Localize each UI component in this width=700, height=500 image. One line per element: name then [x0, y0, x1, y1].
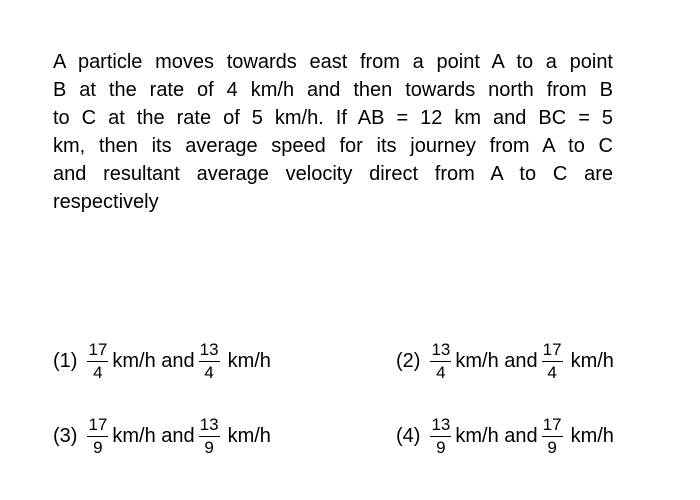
question-line: respectively [53, 191, 159, 213]
fraction-numerator: 17 [88, 414, 108, 434]
question-line: km, then its average speed for its journey from A to C [53, 135, 613, 157]
fraction-numerator: 17 [542, 339, 562, 359]
fraction-denominator: 4 [547, 362, 557, 382]
fraction-denominator: 9 [204, 437, 214, 457]
fraction [199, 340, 220, 383]
fraction-denominator: 9 [93, 437, 103, 457]
fraction [542, 415, 563, 458]
option-unit: km/h [570, 424, 614, 447]
option-3[interactable] [53, 408, 271, 464]
question-line: and resultant average velocity direct from A to C are [53, 163, 613, 185]
option-connector-text: km/h and [455, 349, 538, 372]
fraction-numerator: 17 [542, 414, 562, 434]
fraction-denominator: 4 [204, 362, 214, 382]
fraction-numerator: 17 [88, 339, 108, 359]
question-line: B at the rate of 4 km/h and then towards north from B [53, 79, 613, 101]
fraction [430, 340, 451, 383]
fraction-denominator: 9 [436, 437, 446, 457]
option-connector-text: km/h and [112, 424, 195, 447]
fraction [430, 415, 451, 458]
option-4[interactable] [396, 408, 614, 464]
option-number: (1) [53, 349, 78, 372]
question-line: A particle moves towards east from a point A to a point [53, 51, 613, 73]
fraction-numerator: 13 [431, 339, 451, 359]
fraction [542, 340, 563, 383]
question-line: to C at the rate of 5 km/h. If AB = 12 km and BC = 5 [53, 107, 613, 129]
option-unit: km/h [227, 424, 271, 447]
option-connector-text: km/h and [455, 424, 538, 447]
fraction-numerator: 13 [431, 414, 451, 434]
fraction-numerator: 13 [199, 339, 219, 359]
option-number: (2) [396, 349, 421, 372]
option-unit: km/h [227, 349, 271, 372]
option-1[interactable] [53, 333, 271, 389]
option-connector-text: km/h and [112, 349, 195, 372]
fraction-denominator: 4 [93, 362, 103, 382]
fraction-denominator: 9 [547, 437, 557, 457]
fraction [199, 415, 220, 458]
fraction [87, 415, 108, 458]
option-2[interactable] [396, 333, 614, 389]
option-unit: km/h [570, 349, 614, 372]
question-text [53, 48, 613, 216]
fraction [87, 340, 108, 383]
fraction-denominator: 4 [436, 362, 446, 382]
fraction-numerator: 13 [199, 414, 219, 434]
option-number: (4) [396, 424, 421, 447]
option-number: (3) [53, 424, 78, 447]
